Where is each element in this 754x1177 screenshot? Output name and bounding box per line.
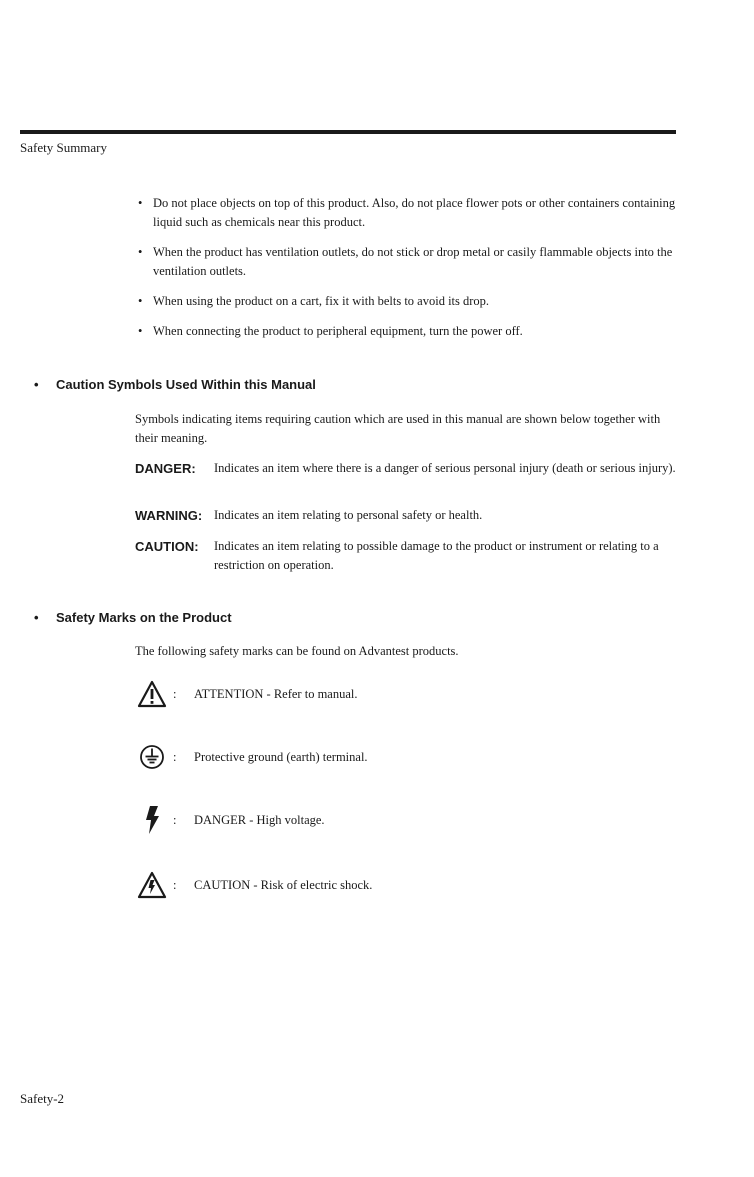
bullet-icon: • [138, 196, 143, 210]
safety-mark-high-voltage [135, 804, 635, 836]
definition-caution [135, 537, 677, 575]
definition-text: Indicates an item relating to personal safety or health. [214, 508, 483, 522]
bullet-icon: • [34, 377, 39, 392]
bullet-icon: • [34, 610, 39, 625]
list-item [138, 194, 676, 232]
definition-warning [135, 506, 677, 525]
marks-section-intro: The following safety marks can be found on Advantest products. [135, 644, 459, 658]
electric-shock-triangle-icon [135, 869, 169, 901]
definition-text: Indicates an item where there is a danger of serious personal injury (death or serious injury). [214, 461, 676, 475]
definition-term: CAUTION: [135, 539, 199, 554]
definition-danger [135, 459, 677, 478]
definition-text: Indicates an item relating to possible damage to the product or instrument or relating to a restriction on operation. [214, 539, 659, 572]
list-item [138, 322, 676, 341]
header-rule [20, 130, 676, 134]
mark-separator: : [173, 749, 177, 764]
list-item [138, 292, 676, 311]
page-number: Safety-2 [20, 1091, 65, 1106]
protective-ground-icon [135, 741, 169, 773]
marks-section-heading [34, 610, 232, 625]
safety-mark-attention [135, 678, 635, 710]
attention-triangle-icon [135, 678, 169, 710]
mark-separator: : [173, 812, 177, 827]
caution-section-heading [34, 377, 316, 392]
marks-section-title: Safety Marks on the Product [56, 610, 232, 625]
list-item-text: Do not place objects on top of this product. Also, do not place flower pots or other containers containing liquid such as chemicals near this product. [153, 196, 676, 229]
bullet-icon: • [138, 294, 143, 308]
definition-term: WARNING: [135, 508, 203, 523]
page-header-title: Safety Summary [20, 140, 108, 155]
safety-mark-electric-shock [135, 869, 635, 901]
mark-separator: : [173, 686, 177, 701]
list-item-text: When using the product on a cart, fix it with belts to avoid its drop. [153, 294, 490, 308]
list-item [138, 243, 676, 281]
safety-mark-ground [135, 741, 635, 773]
bullet-icon: • [138, 324, 143, 338]
intro-bullet-list [138, 194, 676, 352]
caution-section-intro: Symbols indicating items requiring caution which are used in this manual are shown below together with their meaning. [135, 412, 661, 445]
mark-separator: : [173, 877, 177, 892]
mark-description: DANGER - High voltage. [194, 812, 325, 827]
definition-term: DANGER: [135, 461, 196, 476]
list-item-text: When connecting the product to peripheral equipment, turn the power off. [153, 324, 523, 338]
mark-description: Protective ground (earth) terminal. [194, 749, 368, 764]
mark-description: CAUTION - Risk of electric shock. [194, 877, 373, 892]
mark-description: ATTENTION - Refer to manual. [194, 686, 358, 701]
list-item-text: When the product has ventilation outlets, do not stick or drop metal or casily flammable objects into the ventilation outlets. [153, 245, 673, 278]
caution-section-title: Caution Symbols Used Within this Manual [56, 377, 316, 392]
bullet-icon: • [138, 245, 143, 259]
high-voltage-icon [135, 804, 169, 836]
